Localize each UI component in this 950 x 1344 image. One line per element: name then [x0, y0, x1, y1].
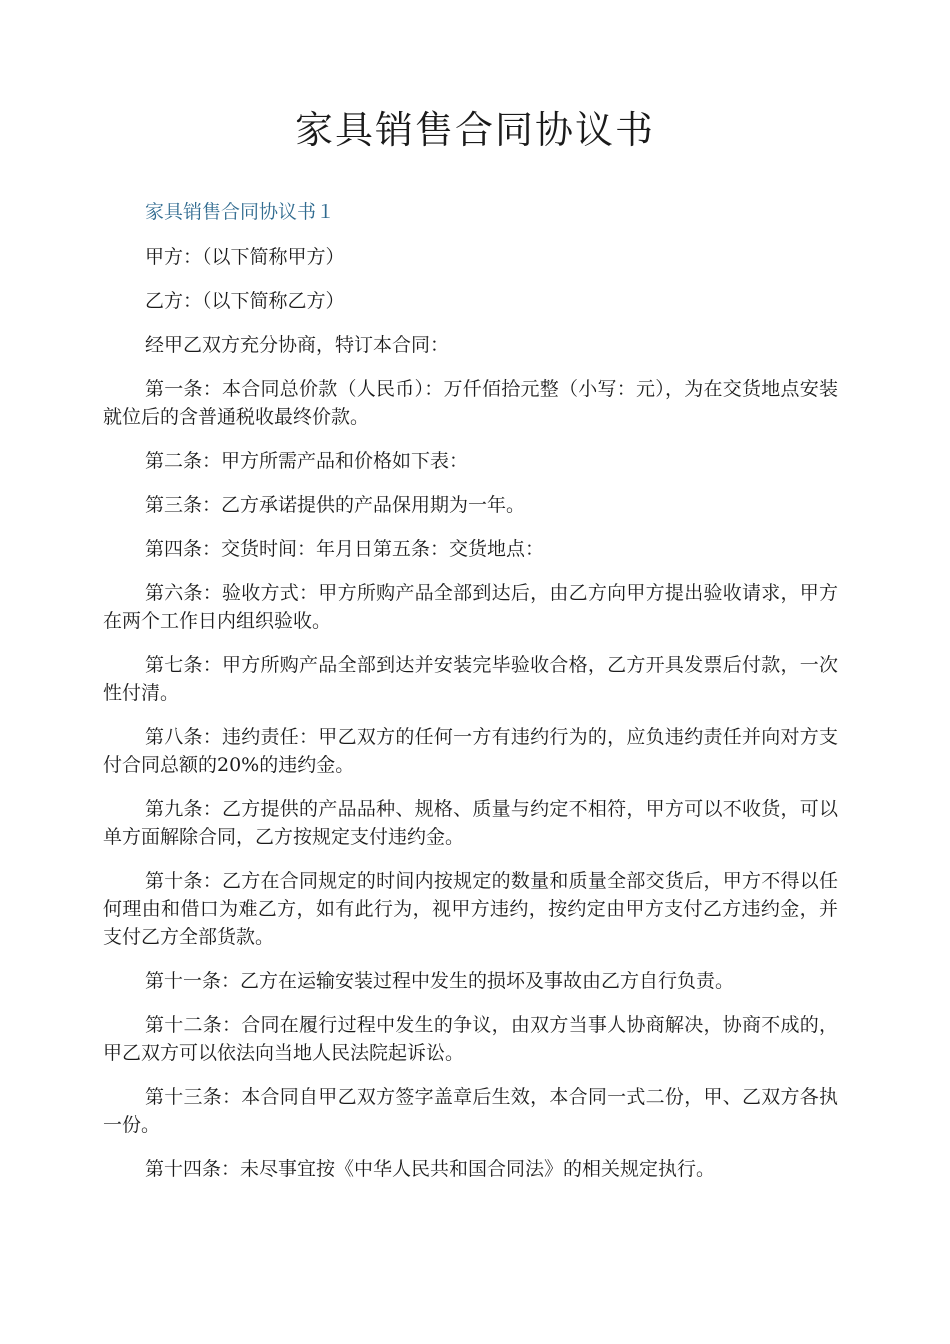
party-b-line: 乙方：（以下简称乙方） — [145, 290, 345, 312]
clause-8: 第八条：违约责任：甲乙双方的任何一方有违约行为的，应负违约责任并向对方支付合同总额的20%的违约金。 — [103, 726, 838, 776]
clause-9: 第九条：乙方提供的产品品种、规格、质量与约定不相符，甲方可以不收货，可以单方面解除合同，乙方按规定支付违约金。 — [103, 798, 838, 848]
clause-12: 第十二条：合同在履行过程中发生的争议，由双方当事人协商解决，协商不成的，甲乙双方可以依法向当地人民法院起诉讼。 — [103, 1014, 838, 1064]
document-body — [103, 243, 838, 1199]
clause-4-5: 第四条：交货时间：年月日第五条：交货地点： — [145, 538, 545, 560]
clause-7: 第七条：甲方所购产品全部到达并安装完毕验收合格，乙方开具发票后付款，一次性付清。 — [103, 654, 838, 704]
clause-14: 第十四条：未尽事宜按《中华人民共和国合同法》的相关规定执行。 — [145, 1158, 716, 1180]
clause-10: 第十条：乙方在合同规定的时间内按规定的数量和质量全部交货后，甲方不得以任何理由和借口为难乙方，如有此行为，视甲方违约，按约定由甲方支付乙方违约金，并支付乙方全部货款。 — [103, 870, 838, 948]
clause-6: 第六条：验收方式：甲方所购产品全部到达后，由乙方向甲方提出验收请求，甲方在两个工作日内组织验收。 — [103, 582, 838, 632]
preamble: 经甲乙双方充分协商，特订本合同： — [145, 334, 450, 356]
clause-13: 第十三条：本合同自甲乙双方签字盖章后生效，本合同一式二份，甲、乙双方各执一份。 — [103, 1086, 838, 1136]
section-heading: 家具销售合同协议书１ — [145, 201, 336, 223]
clause-2: 第二条：甲方所需产品和价格如下表： — [145, 450, 469, 472]
party-a-line: 甲方：（以下简称甲方） — [145, 246, 345, 268]
clause-11: 第十一条：乙方在运输安装过程中发生的损坏及事故由乙方自行负责。 — [145, 970, 735, 992]
document-title: 家具销售合同协议书 — [294, 108, 655, 152]
clause-3: 第三条：乙方承诺提供的产品保用期为一年。 — [145, 494, 526, 516]
clause-1: 第一条：本合同总价款（人民币）：万仟佰拾元整（小写：元），为在交货地点安装就位后的含普通税收最终价款。 — [103, 378, 838, 428]
